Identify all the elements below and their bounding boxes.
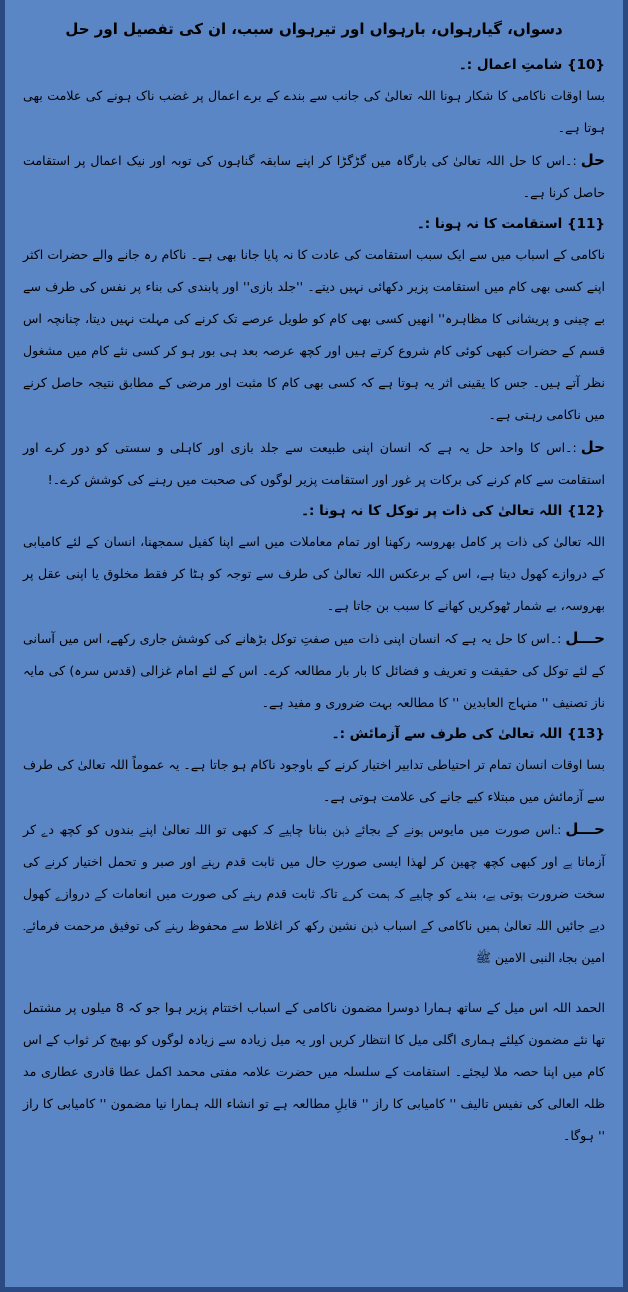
solution-text: :۔اس کا واحد حل یہ ہے کہ انسان اپنی طبیعت سے جلد بازی اور کاہلی و سستی کو دور کرے اور استقامت سے کام کرنے کی برکات پر غور اور استقامت پزیر لوگوں کی صحبت میں رہنے کی کوشش کرے۔! (23, 440, 605, 487)
section-11 (23, 209, 605, 496)
section-paragraph: اللہ تعالیٰ کی ذات پر کامل بھروسہ رکھنا اور تمام معاملات میں اسے اپنا کفیل سمجھنا، انسان کے لئے کامیابی کے دروازے کھول دیتا ہے، اس کے برعکس اللہ تعالیٰ کی طرف سے توجہ کو ہٹا کر فقط مخلوق یا اپنی عقل پر بھروسہ، بے شمار ٹھوکریں کھانے کا سبب بن جاتا ہے۔ (23, 534, 605, 613)
section-13 (23, 719, 605, 974)
solution-text: :۔اس صورت میں مایوس ہونے کے بجائے ذہن بنانا چاہیے کہ کبھی تو اللہ تعالیٰ اپنے بندوں کو کچھ دے کر آزماتا ہے اور کبھی کچھ چھین کر لھذا ایسی صورتِ حال میں ثابت قدم رہنے اور صبر و تحمل اختیار کرنے کی سخت ضرورت ہوتی ہے، بندے کو چاہیے کہ ہمت کرے تاکہ ثابت قدم رہنے کی صورت میں انعامات کے دروازے کھول دیے جائیں اللہ تعالیٰ ہمیں ناکامی کے اسباب ذہن نشین رکھ کر اغلاط سے محفوظ رہنے کی توفیق مرحمت فرمائے۔ امین بجاہ النبی الامین ﷺ (23, 822, 605, 965)
solution-text: :۔اس کا حل یہ ہے کہ انسان اپنی ذات میں صفتِ توکل بڑھانے کی کوشش جاری رکھے، اس میں آسانی کے لئے توکل کی حقیقت و تعریف و فضائل کا بار بار مطالعہ کرے۔ اس کے لئے امام غزالی (قدس سرہ) کی مایہ ناز تصنیف '' منہاج العابدین '' کا مطالعہ بہت ضروری و مفید ہے۔ (23, 631, 605, 710)
section-heading: {13} اللہ تعالیٰ کی طرف سے آزمائش :۔ (331, 726, 605, 742)
solution-label: حـــل (565, 629, 605, 647)
section-paragraph: ناکامی کے اسباب میں سے ایک سبب استقامت کی عادت کا نہ پایا جانا بھی ہے۔ ناکام رہ جانے والے حضرات اکثر اپنے کسی بھی کام میں استقامت پزیر دکھائی نہیں دیتے۔ ''جلد بازی'' اور پابندی کی بناء پر نفس کی طرف سے بے چینی و پریشانی کا مظاہرہ'' انھیں کسی بھی کام کو طویل عرصے تک کرنے کی مہلت نہیں دیتا، چنانچہ اس قسم کے حضرات کبھی کوئی کام شروع کرتے ہیں اور کچھ عرصہ بعد ہی بور ہو کر کسی نئے کام میں مشغول نظر آتے ہیں۔ جس کا یقینی اثر یہ ہوتا ہے کہ کسی بھی کام کا مثبت اور مرضی کے مطابق نتیجہ حاصل کرنے میں ناکامی رہتی ہے۔ (23, 247, 605, 422)
section-heading: {11} استقامت کا نہ ہونا :۔ (416, 216, 605, 232)
section-paragraph: بسا اوقات انسان تمام تر احتیاطی تدابیر اختیار کرنے کے باوجود ناکام ہو جاتا ہے۔ یہ عموماً اللہ تعالیٰ کی طرف سے آزمائش میں مبتلاء کیے جانے کی علامت ہوتی ہے۔ (23, 757, 605, 804)
section-heading: {12} اللہ تعالیٰ کی ذات پر توکل کا نہ ہونا :۔ (301, 503, 605, 519)
solution-label: حل (580, 151, 605, 169)
solution-label: حـــل (565, 820, 605, 838)
solution-paragraph (23, 431, 605, 496)
section-heading: {10} شامتِ اعمال :۔ (458, 57, 605, 73)
section-12 (23, 496, 605, 719)
solution-label: حل (580, 438, 605, 456)
solution-paragraph (23, 144, 605, 209)
solution-paragraph (23, 813, 605, 974)
page-title: دسواں، گیارہواں، بارہواں اور تیرہواں سبب، ان کی تفصیل اور حل (65, 20, 563, 38)
section-10 (23, 50, 605, 209)
solution-text: :۔اس کا حل اللہ تعالیٰ کی بارگاہ میں گڑگڑا کر اپنے سابقہ گناہوں کی توبہ اور نیک اعمال پر استقامت حاصل کرنا ہے۔ (23, 153, 605, 200)
section-paragraph: بسا اوقات ناکامی کا شکار ہونا اللہ تعالیٰ کی جانب سے بندے کے برے اعمال پر غضب ناک ہونے کی علامت بھی ہوتا ہے۔ (23, 88, 605, 135)
closing-paragraph: الحمد اللہ اس میل کے ساتھ ہمارا دوسرا مضمون ناکامی کے اسباب اختتام پزیر ہوا جو کہ 8 میلوں پر مشتمل تھا نئے مضمون کیلئے ہماری اگلی میل کا انتظار کریں اور یہ میل زیادہ سے زیادہ لوگوں کو بھیج کر ثواب کے اس کام میں اپنا حصہ ملا لیجئے۔ استقامت کے سلسلہ میں حضرت علامہ مفتی محمد اکمل عطا قادری عطاری مد ظلہ العالی کی نفیس تالیف '' کامیابی کا راز '' قابلِ مطالعہ ہے تو انشاء اللہ ہمارا نیا مضمون '' کامیابی کا راز '' ہوگا۔ (23, 1000, 605, 1143)
section-spacer (23, 974, 605, 992)
document-body (5, 0, 623, 1152)
solution-paragraph (23, 622, 605, 719)
